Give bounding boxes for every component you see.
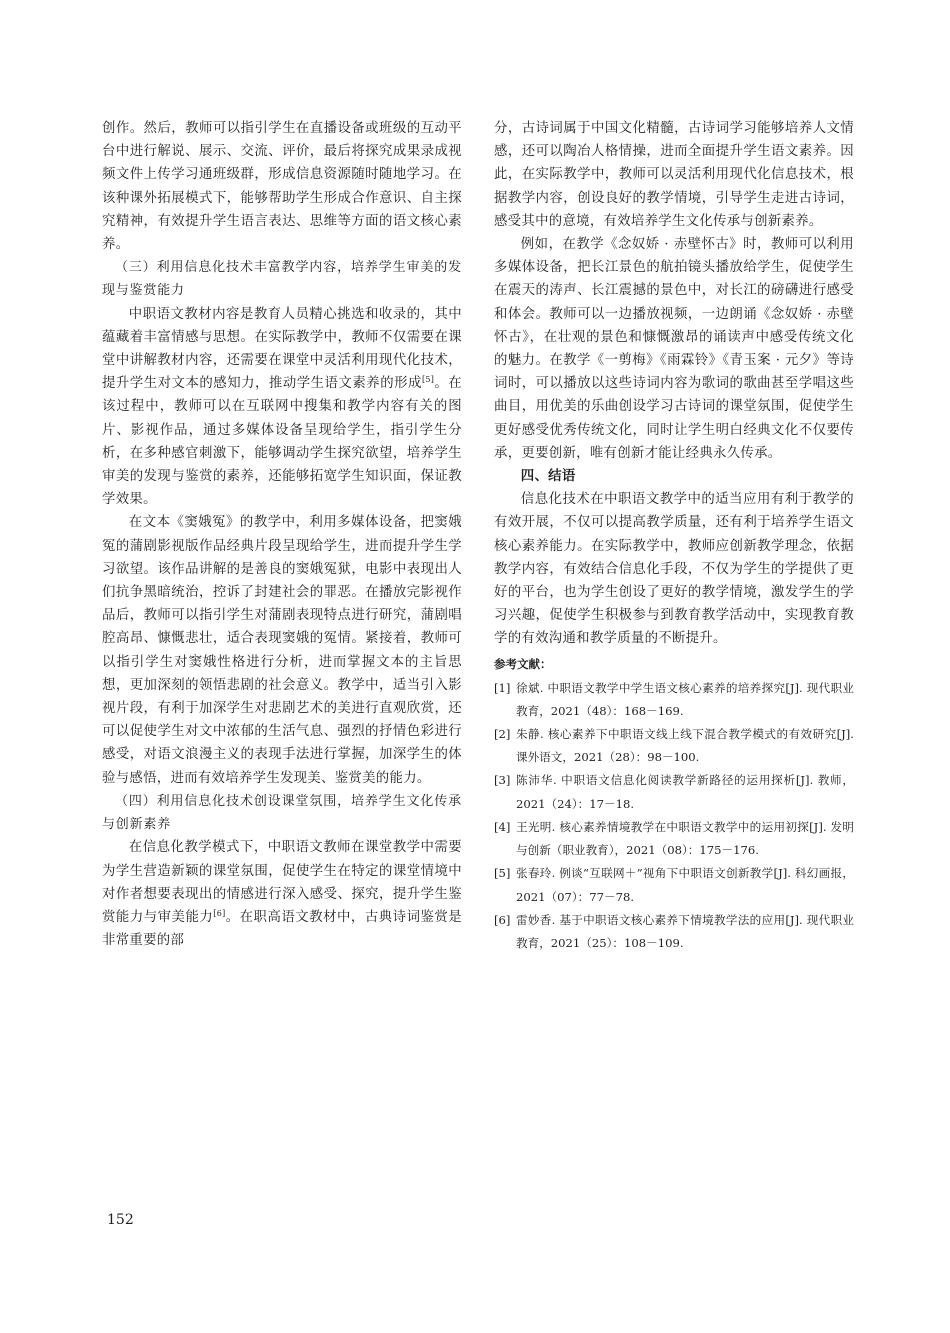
reference-number: [1]: [494, 680, 511, 695]
reference-item: [494, 862, 854, 908]
reference-text: 徐斌. 中职语文教学中学生语文核心素养的培养探究[J]. 现代职业教育，2021（48）：168－169.: [516, 680, 854, 718]
reference-item: [494, 769, 854, 815]
body-paragraph: 分，古诗词属于中国文化精髓，古诗词学习能够培养人文情感，还可以陶冶人格情操，进而全面提升学生语文素养。因此，在实际教学中，教师可以灵活利用现代化信息技术，根据教学内容，创设良好的教学情境，引导学生走进古诗词，感受其中的意境，有效培养学生文化传承与创新素养。: [494, 121, 854, 229]
reference-number: [2]: [494, 727, 511, 742]
body-paragraph: 创作。然后，教师可以指引学生在直播设备或班级的互动平台中进行解说、展示、交流、评价，最后将探究成果录成视频文件上传学习通班级群，形成信息资源随时随地学习。在该种课外拓展模式下，能够帮助学生形成合作意识、自主探究精神，有效提升学生语言表达、思维等方面的语文核心素养。: [102, 121, 462, 253]
section-heading-4: （四）利用信息化技术创设课堂氛围，培养学生文化传承与创新素养: [102, 793, 462, 833]
reference-number: [6]: [494, 912, 511, 927]
reference-number: [4]: [494, 819, 511, 834]
paragraph-text: 中职语文教材内容是教育人员精心挑选和收录的，其中蕴藏着丰富情感与思想。在实际教学中，教师不仅需要在课堂中讲解教材内容，还需要在课堂中灵活利用现代化技术，提升学生对文本的感知力，推动学生语文素养的形成: [102, 306, 462, 392]
body-paragraph: 信息化技术在中职语文教学中的适当应用有利于教学的有效开展，不仅可以提高教学质量，还有利于培养学生语文核心素养能力。在实际教学中，教师应创新教学理念，依据教学内容，有效结合信息化手段，不仅为学生的学提供了更好的平台，也为学生创设了更好的教学情境，激发学生的学习兴趣，促使学生积极参与到教育教学活动中，实现教育教学的有效沟通和教学质量的不断提升。: [494, 492, 854, 647]
left-column: [102, 117, 462, 952]
body-paragraph: [102, 836, 462, 952]
reference-text: 雷妙香. 基于中职语文核心素养下情境教学法的应用[J]. 现代职业教育，2021（25）：108－109.: [516, 912, 854, 950]
paragraph-text: 。在该过程中，教师可以在互联网中搜集和教学内容有关的图片、影视作品，通过多媒体设备呈现给学生，指引学生分析，在多种感官刺激下，能够调动学生探究欲望，培养学生审美的发现与鉴赏的素养，还能够拓宽学生知识面，保证教学效果。: [102, 376, 462, 508]
reference-text: 张春玲. 例谈“互联网＋”视角下中职语文创新教学[J]. 科幻画报，2021（07）：77－78.: [516, 866, 854, 904]
conclusion-heading: 四、结语: [520, 469, 576, 485]
reference-item: [494, 677, 854, 723]
reference-item: [494, 909, 854, 955]
citation-marker: [5]: [421, 375, 435, 385]
body-paragraph: 例如，在教学《念奴娇 · 赤壁怀古》时，教师可以利用多媒体设备，把长江景色的航拍镜头播放给学生，促使学生在震天的涛声、长江震撼的景色中，对长江的磅礴进行感受和体会。教师可以一边播放视频，一边朗诵《念奴娇 · 赤壁怀古》，在壮观的景色和慷慨激昂的诵读声中感受传统文化的魅力。在教学《一剪梅》《雨霖铃》《青玉案 · 元夕》等诗词时，可以播放以这些诗词内容为歌词的歌曲甚至学唱这些曲目，用优美的乐曲创设学习古诗词的课堂氛围，促使学生更好感受优秀传统文化，同时让学生明白经典文化不仅要传承，更要创新，唯有创新才能让经典永久传承。: [494, 237, 854, 461]
section-heading-3: （三）利用信息化技术丰富教学内容，培养学生审美的发现与鉴赏能力: [102, 260, 462, 299]
reference-text: 陈沛华. 中职语文信息化阅读教学新路径的运用探析[J]. 教师，2021（24）：17－18.: [516, 773, 854, 811]
references-list: [494, 677, 854, 955]
body-paragraph: [102, 303, 462, 512]
paragraph-text: 。在职高语文教材中，古典诗词鉴赏是非常重要的部: [102, 909, 462, 949]
page-number: 152: [107, 1212, 134, 1228]
reference-text: 朱静. 核心素养下中职语文线上线下混合教学模式的有效研究[J]. 课外语文，2021（28）：98－100.: [516, 727, 854, 765]
reference-text: 王光明. 核心素养情境教学在中职语文教学中的运用初探[J]. 发明与创新（职业教育），2021（08）：175－176.: [516, 819, 854, 858]
paragraph-text: 在信息化教学模式下，中职语文教师在课堂教学中需要为学生营造新颖的课堂氛围，促使学生在特定的课堂情境中对作者想要表现出的情感进行深入感受、探究，提升学生鉴赏能力与审美能力: [102, 840, 462, 925]
references-title: 参考文献：: [494, 656, 552, 671]
reference-item: [494, 816, 854, 862]
reference-number: [3]: [494, 773, 511, 788]
body-paragraph: 在文本《窦娥冤》的教学中，利用多媒体设备，把窦娥冤的蒲剧影视版作品经典片段呈现给学生，进而提升学生学习欲望。该作品讲解的是善良的窦娥冤狱，电影中表现出人们抗争黑暗统治，控诉了封建社会的罪恶。在播放完影视作品后，教师可以指引学生对蒲剧表现特点进行研究，蒲剧唱腔高昂、慷慨悲壮，适合表现窦娥的冤情。紧接着，教师可以指引学生对窦娥性格进行分析，进而掌握文本的主旨思想，更加深刻的领悟悲剧的社会意义。教学中，适当引入影视片段，有利于加深学生对悲剧艺术的美进行直观欣赏，还可以促使学生对文中浓郁的生活气息、强烈的抒情色彩进行感受，对语文浪漫主义的表现手法进行掌握，加深学生的体验与感悟，进而有效培养学生发现美、鉴赏美的能力。: [102, 515, 462, 786]
reference-number: [5]: [494, 866, 511, 881]
reference-item: [494, 723, 854, 769]
citation-marker: [6]: [213, 908, 226, 918]
right-column: [494, 117, 854, 955]
